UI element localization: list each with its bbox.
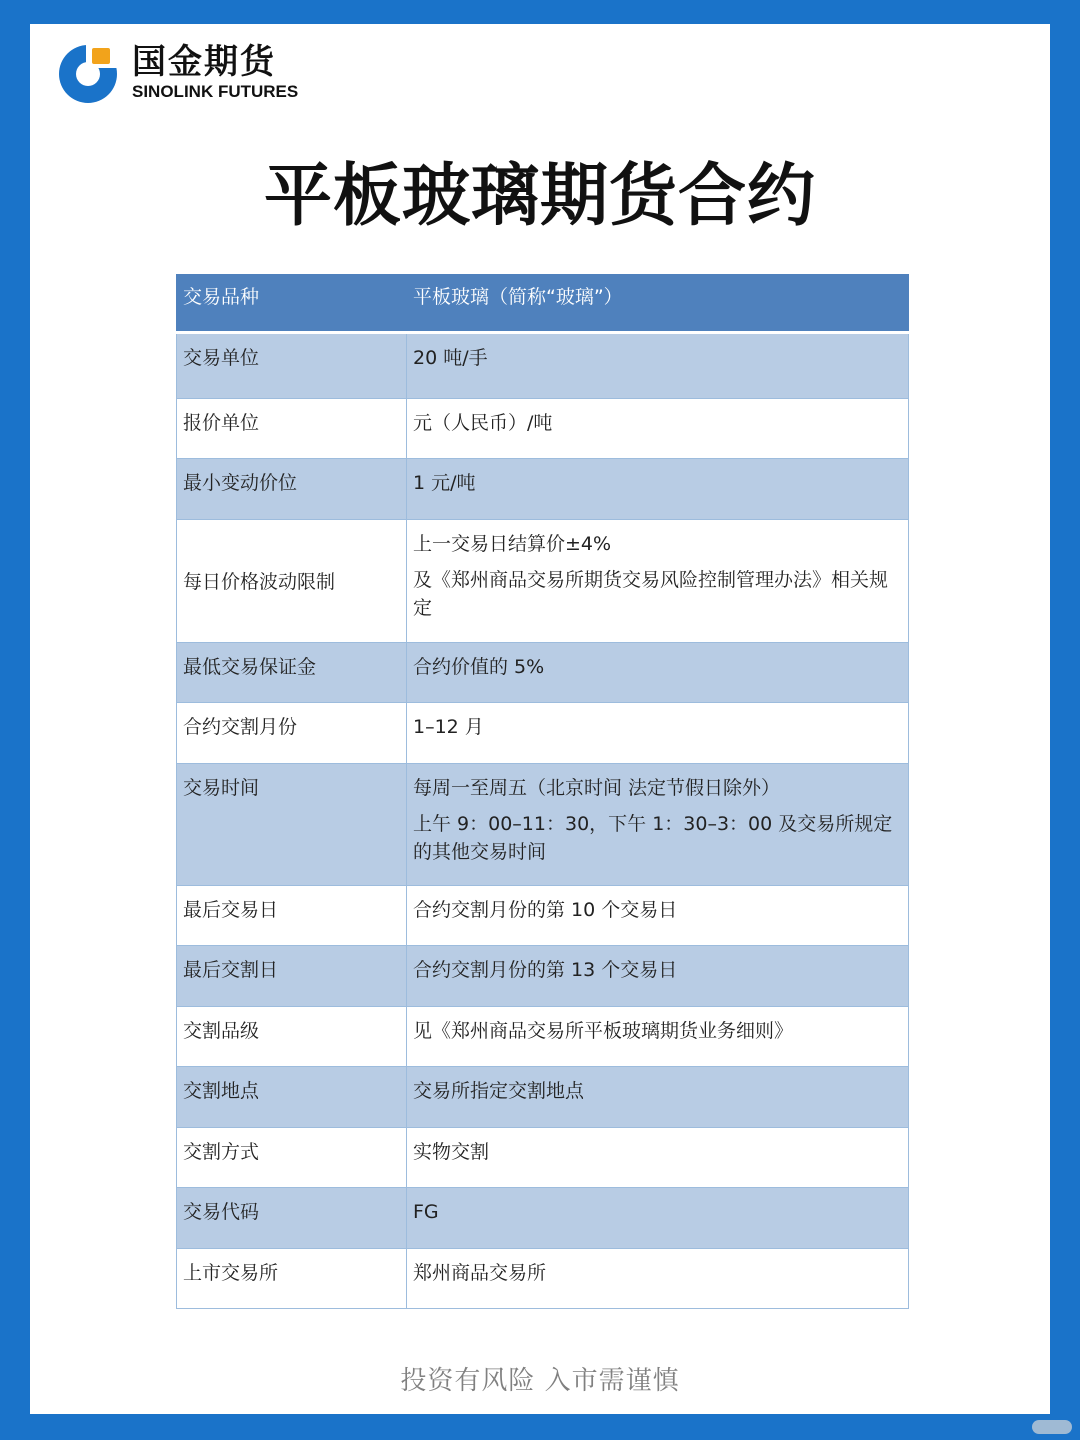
company-logo bbox=[56, 40, 376, 104]
row-value: 元（人民币）/吨 bbox=[407, 399, 909, 459]
row-value: 合约价值的 5% bbox=[407, 643, 909, 703]
table-row bbox=[177, 1007, 909, 1067]
table-row bbox=[177, 333, 909, 399]
header-value: 平板玻璃（简称“玻璃”） bbox=[407, 275, 909, 333]
table-row bbox=[177, 520, 909, 643]
table-row bbox=[177, 1188, 909, 1249]
row-value: 实物交割 bbox=[407, 1128, 909, 1188]
row-value bbox=[407, 520, 909, 643]
row-label: 交割方式 bbox=[177, 1128, 407, 1188]
brand-name-en: SINOLINK FUTURES bbox=[132, 82, 299, 101]
brand-name-cn: 国金期货 bbox=[132, 42, 276, 82]
watermark-badge bbox=[1032, 1420, 1072, 1434]
row-value: 1–12 月 bbox=[407, 703, 909, 764]
table-row bbox=[177, 459, 909, 520]
row-value: 合约交割月份的第 13 个交易日 bbox=[407, 946, 909, 1007]
row-label: 最后交割日 bbox=[177, 946, 407, 1007]
row-label: 报价单位 bbox=[177, 399, 407, 459]
contract-spec-table bbox=[176, 274, 909, 1309]
row-label: 每日价格波动限制 bbox=[177, 520, 407, 643]
row-label: 交易单位 bbox=[177, 333, 407, 399]
row-value: 1 元/吨 bbox=[407, 459, 909, 520]
sinolink-logo-icon bbox=[56, 40, 120, 104]
table-header-row bbox=[177, 275, 909, 333]
content-card bbox=[30, 24, 1050, 1414]
row-label: 交割品级 bbox=[177, 1007, 407, 1067]
row-value-line2: 及《郑州商品交易所期货交易风险控制管理办法》相关规定 bbox=[413, 569, 889, 619]
row-value-line2: 上午 9：00–11：30，下午 1：30–3：00 及交易所规定的其他交易时间 bbox=[413, 813, 893, 863]
row-label: 最小变动价位 bbox=[177, 459, 407, 520]
table-row bbox=[177, 886, 909, 946]
table-row bbox=[177, 399, 909, 459]
row-value: 见《郑州商品交易所平板玻璃期货业务细则》 bbox=[407, 1007, 909, 1067]
table-row bbox=[177, 764, 909, 886]
row-value-line1: 每周一至周五（北京时间 法定节假日除外） bbox=[413, 777, 781, 799]
row-value: FG bbox=[407, 1188, 909, 1249]
row-label: 交易代码 bbox=[177, 1188, 407, 1249]
row-label: 最后交易日 bbox=[177, 886, 407, 946]
row-label: 合约交割月份 bbox=[177, 703, 407, 764]
table-row bbox=[177, 643, 909, 703]
row-label: 最低交易保证金 bbox=[177, 643, 407, 703]
row-value bbox=[407, 764, 909, 886]
table-row bbox=[177, 1128, 909, 1188]
page-title: 平板玻璃期货合约 bbox=[263, 157, 816, 236]
risk-disclaimer: 投资有风险 入市需谨慎 bbox=[400, 1366, 680, 1396]
row-value-line1: 上一交易日结算价±4% bbox=[413, 533, 612, 555]
row-label: 交易时间 bbox=[177, 764, 407, 886]
row-value: 交易所指定交割地点 bbox=[407, 1067, 909, 1128]
row-label: 交割地点 bbox=[177, 1067, 407, 1128]
table-row bbox=[177, 703, 909, 764]
row-value: 郑州商品交易所 bbox=[407, 1249, 909, 1309]
table-row bbox=[177, 1249, 909, 1309]
header-label: 交易品种 bbox=[177, 275, 407, 333]
row-value: 20 吨/手 bbox=[407, 333, 909, 399]
row-label: 上市交易所 bbox=[177, 1249, 407, 1309]
table-row bbox=[177, 1067, 909, 1128]
table-row bbox=[177, 946, 909, 1007]
row-value: 合约交割月份的第 10 个交易日 bbox=[407, 886, 909, 946]
